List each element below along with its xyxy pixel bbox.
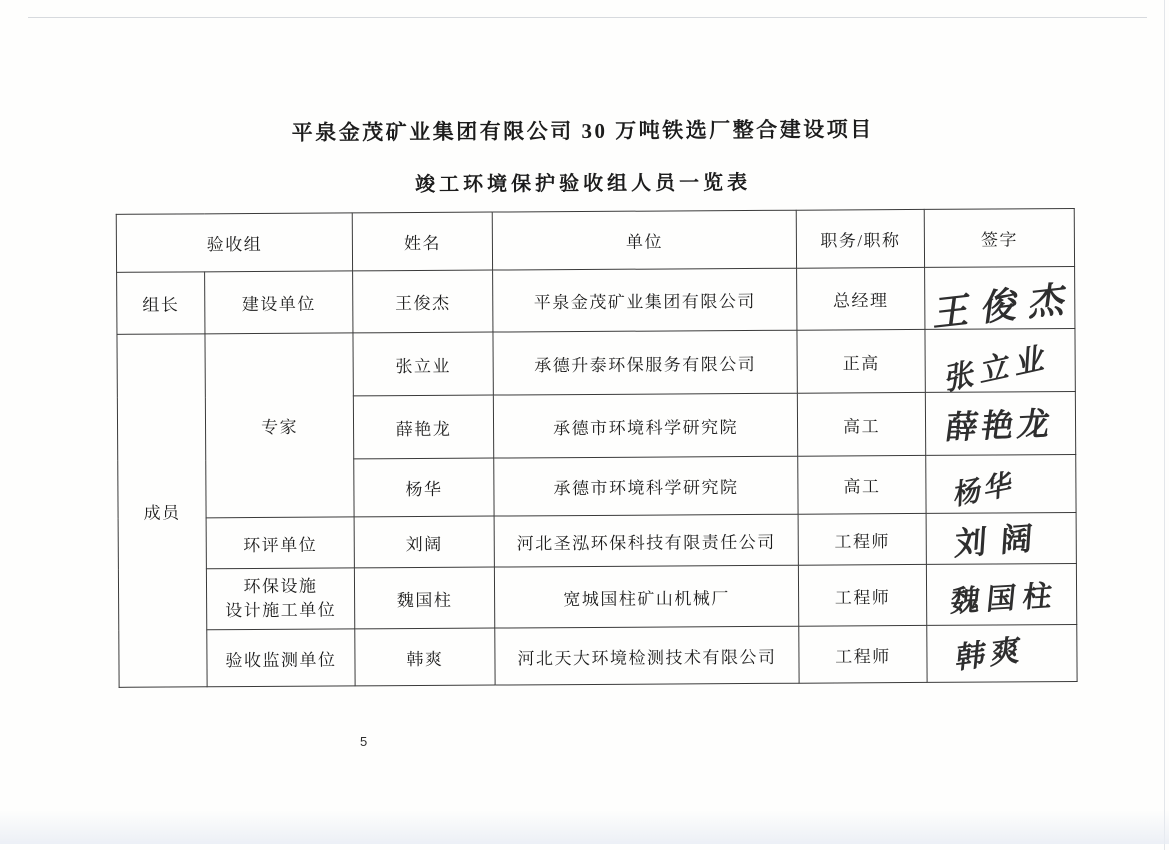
role-leader-cell: 组长 — [117, 272, 205, 335]
member-name: 韩爽 — [355, 628, 495, 686]
handwritten-signature: 薛艳龙 — [943, 405, 1057, 446]
member-title: 正高 — [797, 329, 925, 393]
member-unit: 承德升泰环保服务有限公司 — [493, 330, 797, 395]
table-row — [119, 624, 1077, 687]
signature-cell — [925, 392, 1075, 456]
member-name: 刘阔 — [354, 516, 494, 568]
signature-cell — [926, 513, 1076, 565]
header-group: 验收组 — [116, 213, 352, 272]
subgroup-expert-cell: 专家 — [205, 333, 354, 518]
table-row — [117, 329, 1075, 398]
header-title: 职务/职称 — [796, 209, 924, 268]
signature-cell — [926, 564, 1076, 626]
header-signature: 签字 — [924, 209, 1074, 268]
handwritten-signature: 张立业 — [943, 339, 1052, 398]
subgroup-eia-cell: 环评单位 — [206, 517, 354, 569]
document-subtitle: 竣工环境保护验收组人员一览表 — [414, 171, 752, 197]
signature-cell — [925, 267, 1081, 335]
member-unit: 河北圣泓环保科技有限责任公司 — [494, 514, 798, 567]
table-row — [118, 564, 1076, 631]
handwritten-signature: 刘阔 — [954, 518, 1049, 563]
table-row — [118, 513, 1076, 570]
scan-edge-bottom-shadow — [0, 810, 1169, 844]
member-name: 张立业 — [353, 332, 493, 396]
subgroup-construction-cell: 建设单位 — [205, 271, 353, 334]
member-title: 工程师 — [798, 564, 926, 626]
role-member-cell: 成员 — [117, 334, 207, 688]
subgroup-design-cell — [206, 568, 354, 630]
member-title: 工程师 — [798, 513, 926, 565]
signature-cell — [925, 329, 1075, 398]
member-unit: 平泉金茂矿业集团有限公司 — [493, 268, 797, 332]
signature-cell — [926, 455, 1076, 514]
member-name: 薛艳龙 — [353, 395, 493, 459]
handwritten-signature: 韩爽 — [953, 633, 1027, 676]
member-name: 魏国柱 — [354, 567, 494, 629]
member-title: 高工 — [798, 455, 926, 514]
page-number: 5 — [360, 734, 368, 749]
member-unit: 承德市环境科学研究院 — [494, 456, 798, 516]
subgroup-design-line1: 环保设施 — [243, 576, 318, 597]
table-header-row — [116, 209, 1074, 273]
member-name: 王俊杰 — [353, 270, 493, 333]
member-unit: 河北天大环境检测技术有限公司 — [495, 626, 799, 685]
handwritten-signature: 王俊杰 — [931, 277, 1081, 335]
member-name: 杨华 — [354, 458, 494, 517]
member-unit: 宽城国柱矿山机械厂 — [494, 565, 798, 628]
member-title: 工程师 — [799, 625, 927, 683]
handwritten-signature: 魏国柱 — [949, 579, 1061, 619]
member-title: 总经理 — [797, 267, 925, 330]
signature-cell — [927, 624, 1077, 682]
member-unit: 承德市环境科学研究院 — [493, 393, 797, 458]
table-row — [117, 267, 1075, 335]
acceptance-group-roster-table — [116, 208, 1081, 688]
subgroup-monitor-cell: 验收监测单位 — [207, 629, 355, 687]
member-title: 高工 — [797, 392, 925, 456]
handwritten-signature: 杨华 — [953, 467, 1017, 512]
document-title: 平泉金茂矿业集团有限公司 30 万吨铁选厂整合建设项目 — [291, 117, 874, 145]
subgroup-design-line2: 设计施工单位 — [225, 600, 337, 621]
header-unit: 单位 — [492, 210, 796, 270]
header-name: 姓名 — [352, 212, 492, 271]
